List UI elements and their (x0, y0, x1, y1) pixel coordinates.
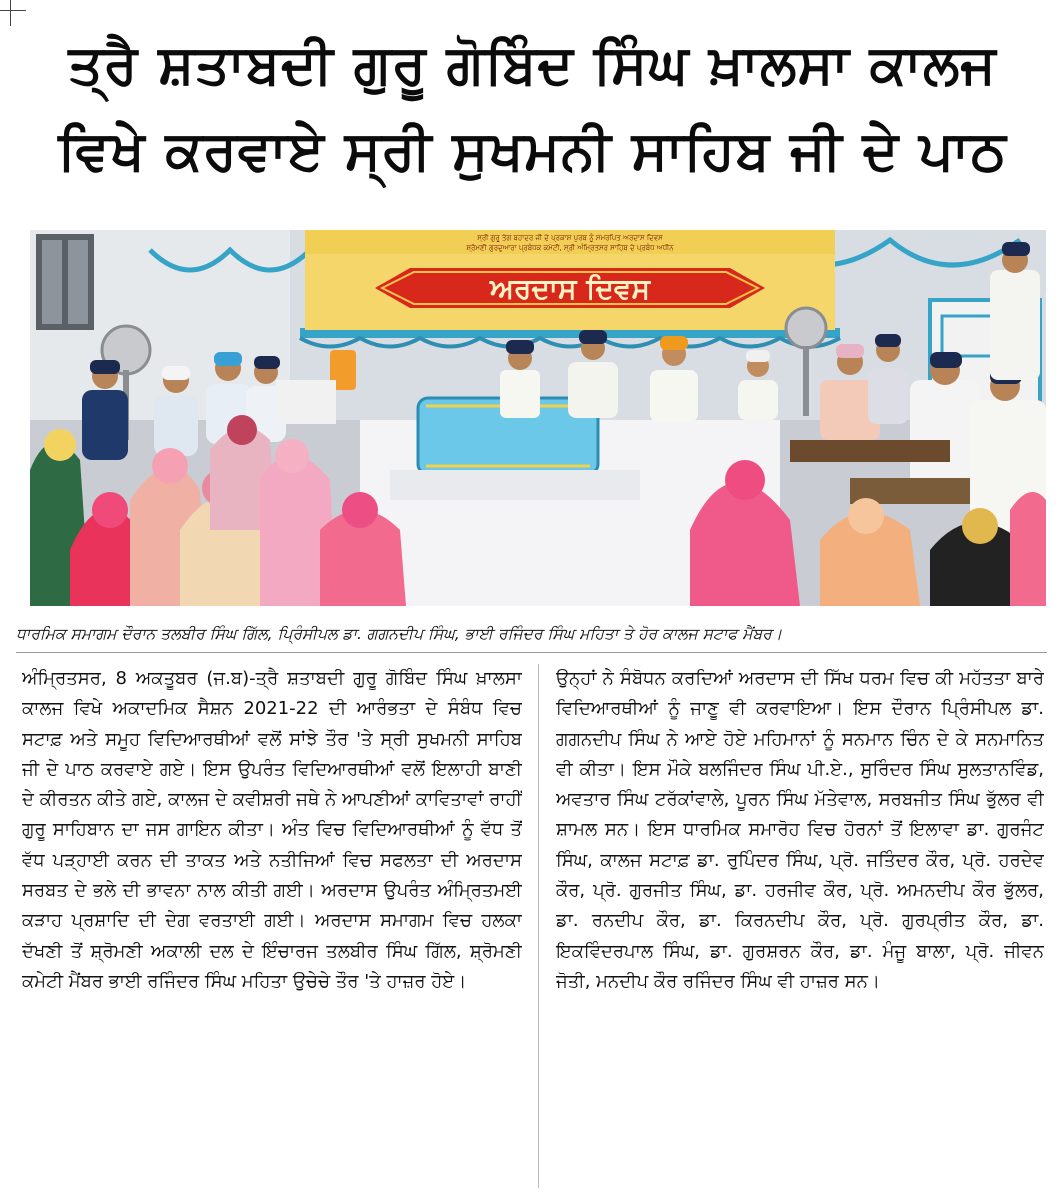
column-divider (538, 664, 539, 1188)
banner-subtitle-line-2: ਸ਼੍ਰੋਮਣੀ ਗੁਰਦੁਆਰਾ ਪ੍ਰਬੰਧਕ ਕਮੇਟੀ, ਸ੍ਰੀ ਅੰਮ੍ਰਿਤਸਰ ਸਾਹਿਬ ਦੇ ਪ੍ਰਬੰਧ ਅਧੀਨ (466, 244, 674, 252)
banner-title: ਅਰਦਾਸ ਦਿਵਸ (489, 272, 651, 305)
headline-line-1: ਤ੍ਰੈ ਸ਼ਤਾਬਦੀ ਗੁਰੂ ਗੋਬਿੰਦ ਸਿੰਘ ਖ਼ਾਲਸਾ ਕਾਲਜ (68, 33, 997, 96)
photo-caption: ਧਾਰਮਿਕ ਸਮਾਗਮ ਦੌਰਾਨ ਤਲਬੀਰ ਸਿੰਘ ਗਿੱਲ, ਪ੍ਰਿੰਸੀਪਲ ਡਾ. ਗਗਨਦੀਪ ਸਿੰਘ, ਭਾਈ ਰਜਿੰਦਰ ਸਿੰਘ ਮਹਿਤਾ ਤੇ ਹੋਰ ਕਾਲਜ ਸਟਾਫ ਮੈਂਬਰ। (16, 625, 783, 643)
article-column-left: ਅੰਮ੍ਰਿਤਸਰ, 8 ਅਕਤੂਬਰ (ਜ.ਬ)-ਤ੍ਰੈ ਸ਼ਤਾਬਦੀ ਗੁਰੂ ਗੋਬਿੰਦ ਸਿੰਘ ਖ਼ਾਲਸਾ ਕਾਲਜ ਵਿਖੇ ਅਕਾਦਮਿਕ ਸੈਸ਼ਨ 2021-22 ਦੀ ਆਰੰਭਤਾ ਦੇ ਸੰਬੰਧ ਵਿਚ ਸਟਾਫ਼ ਅਤੇ ਸਮੂਹ ਵਿਦਿਆਰਥੀਆਂ ਵਲੋਂ ਸਾਂਝੇ ਤੌਰ 'ਤੇ ਸ੍ਰੀ ਸੁਖਮਨੀ ਸਾਹਿਬ ਜੀ ਦੇ ਪਾਠ ਕਰਵਾਏ ਗਏ। ਇਸ ਉਪਰੰਤ ਵਿਦਿਆਰਥੀਆਂ ਵਲੋਂ ਇਲਾਹੀ ਬਾਣੀ ਦੇ ਕੀਰਤਨ ਕੀਤੇ ਗਏ, ਕਾਲਜ ਦੇ ਕਵੀਸ਼ਰੀ ਜਥੇ ਨੇ ਆਪਣੀਆਂ ਕਾਵਿਤਾਵਾਂ ਰਾਹੀਂ ਗੁਰੂ ਸਾਹਿਬਾਨ ਦਾ ਜਸ ਗਾਇਨ ਕੀਤਾ। ਅੰਤ ਵਿਚ ਵਿਦਿਆਰਥੀਆਂ ਨੂੰ ਵੱਧ ਤੋਂ ਵੱਧ ਪੜ੍ਹਾਈ ਕਰਨ ਦੀ ਤਾਕਤ ਅਤੇ ਨਤੀਜਿਆਂ ਵਿਚ ਸਫਲਤਾ ਦੀ ਅਰਦਾਸ ਸਰਬਤ ਦੇ ਭਲੇ ਦੀ ਭਾਵਨਾ ਨਾਲ ਕੀਤੀ ਗਈ। ਅਰਦਾਸ ਉਪਰੰਤ ਅੰਮ੍ਰਿਤਮਈ ਕੜਾਹ ਪ੍ਰਸ਼ਾਦਿ ਦੀ ਦੇਗ ਵਰਤਾਈ ਗਈ। ਅਰਦਾਸ ਸਮਾਗਮ ਵਿਚ ਹਲਕਾ ਦੱਖਣੀ ਤੋਂ ਸ਼੍ਰੋਮਣੀ ਅਕਾਲੀ ਦਲ ਦੇ ਇੰਚਾਰਜ ਤਲਬੀਰ ਸਿੰਘ ਗਿੱਲ, ਸ਼੍ਰੋਮਣੀ ਕਮੇਟੀ ਮੈਂਬਰ ਭਾਈ ਰਜਿੰਦਰ ਸਿੰਘ ਮਹਿਤਾ ਉਚੇਚੇ ਤੌਰ 'ਤੇ ਹਾਜ਼ਰ ਹੋਏ। (22, 668, 522, 992)
banner-subtitle-line-1: ਸ੍ਰੀ ਗੁਰੂ ਤੇਗ ਬਹਾਦਰ ਜੀ ਦੇ ਪ੍ਰਕਾਸ਼ ਪੁਰਬ ਨੂੰ ਸਮਰਪਿਤ ਅਰਦਾਸ ਦਿਵਸ (477, 234, 663, 242)
headline-line-2: ਵਿਖੇ ਕਰਵਾਏ ਸ੍ਰੀ ਸੁਖਮਨੀ ਸਾਹਿਬ ਜੀ ਦੇ ਪਾਠ (58, 119, 1007, 182)
headline (18, 22, 1047, 194)
article-column-right: ਉਨ੍ਹਾਂ ਨੇ ਸੰਬੋਧਨ ਕਰਦਿਆਂ ਅਰਦਾਸ ਦੀ ਸਿੱਖ ਧਰਮ ਵਿਚ ਕੀ ਮਹੱਤਤਾ ਬਾਰੇ ਵਿਦਿਆਰਥੀਆਂ ਨੂੰ ਜਾਣੂ ਵੀ ਕਰਵਾਇਆ। ਇਸ ਦੌਰਾਨ ਪ੍ਰਿੰਸੀਪਲ ਡਾ. ਗਗਨਦੀਪ ਸਿੰਘ ਨੇ ਆਏ ਹੋਏ ਮਹਿਮਾਨਾਂ ਨੂੰ ਸਨਮਾਨ ਚਿੰਨ ਦੇ ਕੇ ਸਨਮਾਨਿਤ ਵੀ ਕੀਤਾ। ਇਸ ਮੌਕੇ ਬਲਜਿੰਦਰ ਸਿੰਘ ਪੀ.ਏ., ਸੁਰਿੰਦਰ ਸਿੰਘ ਸੁਲਤਾਨਵਿੰਡ, ਅਵਤਾਰ ਸਿੰਘ ਟਰੱਕਾਂਵਾਲੇ, ਪੂਰਨ ਸਿੰਘ ਮੱਤੇਵਾਲ, ਸਰਬਜੀਤ ਸਿੰਘ ਭੁੱਲਰ ਵੀ ਸ਼ਾਮਲ ਸਨ। ਇਸ ਧਾਰਮਿਕ ਸਮਾਰੋਹ ਵਿਚ ਹੋਰਨਾਂ ਤੋਂ ਇਲਾਵਾ ਡਾ. ਗੁਰਜੰਟ ਸਿੰਘ, ਕਾਲਜ ਸਟਾਫ਼ ਡਾ. ਰੁਪਿੰਦਰ ਸਿੰਘ, ਪ੍ਰੋ. ਜਤਿੰਦਰ ਕੌਰ, ਪ੍ਰੋ. ਹਰਦੇਵ ਕੌਰ, ਪ੍ਰੋ. ਗੁਰਜੀਤ ਸਿੰਘ, ਡਾ. ਹਰਜੀਵ ਕੌਰ, ਪ੍ਰੋ. ਅਮਨਦੀਪ ਕੌਰ ਭੁੱਲਰ, ਡਾ. ਰਨਦੀਪ ਕੌਰ, ਡਾ. ਕਿਰਨਦੀਪ ਕੌਰ, ਪ੍ਰੋ. ਗੁਰਪ੍ਰੀਤ ਕੌਰ, ਡਾ. ਇਕਵਿੰਦਰਪਾਲ ਸਿੰਘ, ਡਾ. ਗੁਰਸ਼ਰਨ ਕੌਰ, ਡਾ. ਮੰਜੂ ਬਾਲਾ, ਪ੍ਰੋ. ਜੀਵਨ ਜੋਤੀ, ਮਨਦੀਪ ਕੌਰ ਰਜਿੰਦਰ ਸਿੰਘ ਵੀ ਹਾਜ਼ਰ ਸਨ। (556, 668, 1044, 992)
news-photo (30, 230, 1046, 606)
caption-divider (16, 652, 1047, 653)
